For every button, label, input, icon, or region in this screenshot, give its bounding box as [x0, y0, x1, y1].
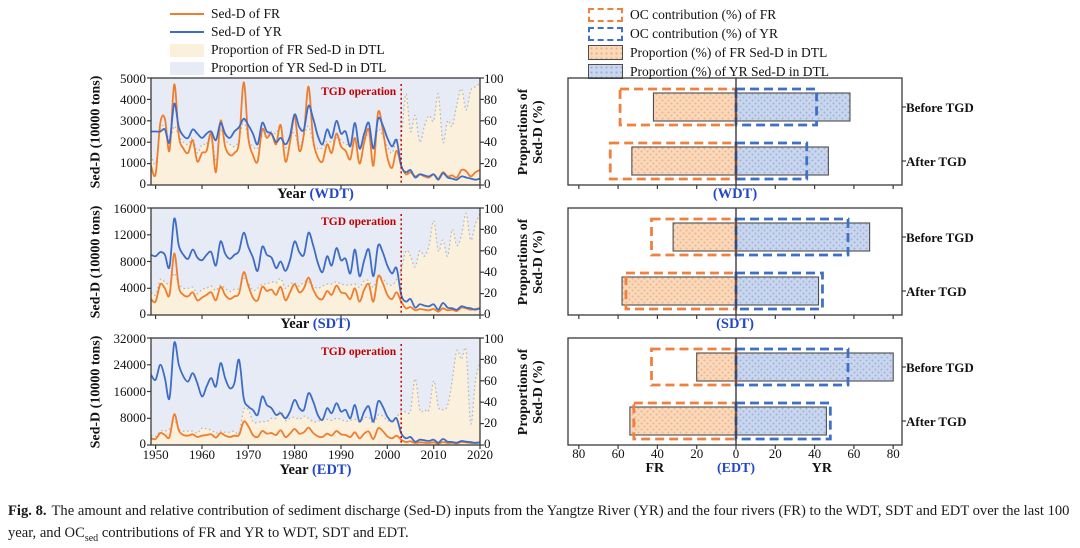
edt-right-axis-ticks: 100 80 60 40 20 0: [484, 331, 504, 451]
bar-axis-group-labels: [568, 461, 902, 477]
svg-text:TGD operation: TGD operation: [321, 216, 397, 228]
timeseries-legend: [170, 5, 386, 77]
edt-left-axis-ticks: 32000 24000 16000 8000 0: [113, 331, 146, 451]
orange-dotted-fill-swatch: [588, 45, 623, 60]
wdt-right-axis-ticks: 100 80 60 40 20 0: [484, 71, 504, 191]
sdt-after-tgd-label: After TGD: [906, 284, 967, 299]
edt-x-axis-title: Year (EDT): [279, 462, 352, 478]
edt-left-axis-title: Sed-D (10000 tons): [88, 335, 104, 448]
legend-item: [588, 24, 829, 43]
figure-caption: Fig. 8. The amount and relative contribution of sediment discharge (Sed-D) inputs from the Yangtze River (YR) and the four rivers (FR) to the WDT, SDT and EDT over the last 100 year, and $OC_{sed}$ contributions of FR and YR to WDT, SDT and EDT.: [8, 503, 1070, 544]
blue-line-swatch: [170, 31, 204, 33]
wdt-left-axis-title: Sed-D (10000 tons): [88, 75, 104, 188]
figure-number: Fig. 8.: [8, 503, 47, 519]
legend-item: [588, 43, 829, 62]
sdt-bar-tag: (SDT): [716, 316, 754, 332]
svg-text:TGD operation: TGD operation: [321, 346, 397, 358]
legend-label: Sed-D of YR: [211, 24, 282, 39]
wdt-bar-panel: [568, 78, 902, 185]
edt-after-tgd-label: After TGD: [906, 414, 967, 429]
sdt-right-axis-title: Proportions of Sed-D (%): [516, 218, 546, 305]
yr-group-label: YR: [811, 461, 832, 476]
sdt-left-axis-ticks: 16000 12000 8000 4000 0: [113, 201, 146, 321]
legend-item: [170, 5, 386, 23]
legend-label: Proportion (%) of FR Sed-D in DTL: [630, 44, 828, 60]
wdt-x-axis-title: Year (WDT): [277, 186, 354, 202]
wdt-bar-tag: (WDT): [712, 186, 758, 202]
sdt-x-axis-title: Year (SDT): [280, 316, 351, 332]
sdt-before-tgd-label: Before TGD: [906, 230, 974, 245]
legend-label: Proportion of YR Sed-D in DTL: [211, 60, 387, 75]
legend-item: [170, 59, 386, 77]
wdt-right-axis-title: Proportions of Sed-D (%): [516, 88, 546, 175]
sdt-tag: (SDT): [312, 316, 351, 332]
legend-label: OC contribution (%) of YR: [630, 25, 778, 41]
legend-item: [588, 5, 829, 24]
lavender-fill-swatch: [170, 62, 204, 75]
edt-tag: (EDT): [311, 462, 352, 478]
edt-bar-panel: [568, 338, 902, 445]
orange-dashed-swatch: [588, 8, 623, 22]
wdt-before-tgd-label: Before TGD: [906, 100, 974, 115]
orange-line-swatch: [170, 13, 204, 15]
bar-axis-tick-labels: 80 60 40 20 0 20 40 60 80: [572, 446, 900, 461]
fr-group-label: FR: [645, 461, 665, 476]
edt-timeseries-plot: [151, 338, 480, 445]
edt-before-tgd-label: Before TGD: [906, 360, 974, 375]
legend-item: [170, 41, 386, 59]
sdt-right-axis-ticks: 100 80 60 40 20 0: [484, 201, 504, 321]
wdt-after-tgd-label: After TGD: [906, 154, 967, 169]
edt-right-axis-title: Proportions of Sed-D (%): [516, 348, 546, 435]
wdt-timeseries-plot: [151, 78, 480, 185]
edt-year-tick-labels: 1950 1960 1970 1980 1990 2000 2010 2020: [142, 447, 493, 462]
sdt-bar-panel: [568, 208, 902, 315]
wdt-tag: (WDT): [309, 186, 354, 202]
legend-label: Proportion (%) of YR Sed-D in DTL: [630, 63, 829, 79]
blue-dashed-swatch: [588, 27, 623, 41]
sdt-timeseries-plot: [151, 208, 480, 315]
edt-bar-tag: (EDT): [716, 461, 756, 476]
wdt-left-axis-ticks: 5000 4000 3000 2000 1000 0: [120, 71, 146, 191]
legend-label: Proportion of FR Sed-D in DTL: [211, 42, 385, 57]
legend-item: [170, 23, 386, 41]
blue-dotted-fill-swatch: [588, 64, 623, 79]
legend-label: OC contribution (%) of FR: [630, 6, 777, 22]
cream-fill-swatch: [170, 44, 204, 57]
bar-legend: [588, 5, 829, 81]
legend-label: Sed-D of FR: [211, 6, 281, 21]
sdt-left-axis-title: Sed-D (10000 tons): [88, 205, 104, 318]
svg-text:TGD operation: TGD operation: [321, 86, 397, 98]
